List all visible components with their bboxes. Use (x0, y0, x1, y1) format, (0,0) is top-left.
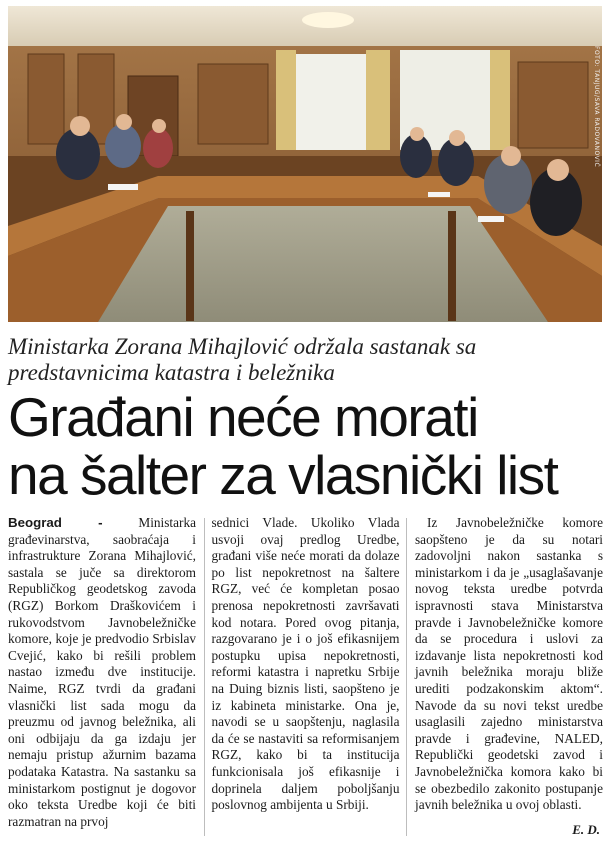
article-column-3 (415, 515, 603, 840)
article-column-2 (212, 515, 400, 840)
column-2-text: sednici Vlade. Ukoliko Vlada usvoji ovaj predlog Uredbe, građani više neće morati da dolaze po list nepokretnost na šaltere RGZ, već će kompletan posao prenosa nepokretnosti završavati kod notara. Pored ovog pitanja, razgovarano je i o još efikasnijem postupku upisa nepokretnosti, reformi katastra i napretku Srbije na Duing biznis listi, saopšteno je iz kabineta ministarke. Ona je, navodi se u saopštenju, naglasila da će se nastaviti sa reformisanjem RGZ, kako bi ta institucija funkcionisala još efikasnije i doprinela daljem poboljšanju poslovnog ambijenta u Srbiji. (211, 515, 400, 813)
meeting-room-illustration (8, 6, 602, 322)
column-3-text: Iz Javnobeležničke komore saopšteno je da su notari zadovoljni nakon sastanka s ministarkom i da je „usaglašavanje novog teksta uredbe potvrda ispravnosti stava Ministarstva pravde i Javnobeležničke komore da se procedura i uslovi za izdavanje lista nepokretnosti kod javnih beležnika moraju bliže urediti podzakonskim aktom“. Navode da su novi tekst uredbe usaglasili zajedno ministarstva pravde i građevine, NALED, Republički geodetski zavod i Javnobeležnička komora kako bi se obezbedilo zakonito postupanje javnih beležnika u ovoj oblasti. (415, 515, 603, 813)
photo-credit: FOTO: TANJUG/SAVA RADOVANOVIĆ (593, 46, 600, 168)
headline-line-2: na šalter za vlasnički list (8, 444, 558, 506)
column-1-text: Ministarka građevinarstva, saobraćaja i infrastrukture Zorana Mihajlović, sastala se juče sa direktorom Republičkog geodetskog zavoda (RGZ) Borkom Draškovićem i rukovodstvom Javnobeležničke komore, koje je predvodio Srbislav Cvejić, kako bi rešili problem nastao između dve institucije. Naime, RGZ tvrdi da građani vlasnički list sada mogu da preuzmu od javnog beležnika, ali oni odbijaju da ga izdaju jer nemaju pristup ažurnim bazama podataka Katastra. Na sastanku sa ministarkom postignut je dogovor oko teksta Uredbe koji će biti razmatran na prvoj (8, 515, 196, 829)
article-column-1 (8, 515, 196, 840)
author-signature: E. D. (572, 822, 600, 837)
article-body (8, 515, 603, 840)
article-kicker: Ministarka Zorana Mihajlović održala sastanak sa predstavnicima katastra i beležnika (8, 334, 477, 385)
headline-line-1: Građani neće morati (8, 386, 478, 448)
article-photo (8, 6, 602, 322)
dateline: Beograd - (8, 515, 103, 530)
article-headline (8, 388, 608, 504)
